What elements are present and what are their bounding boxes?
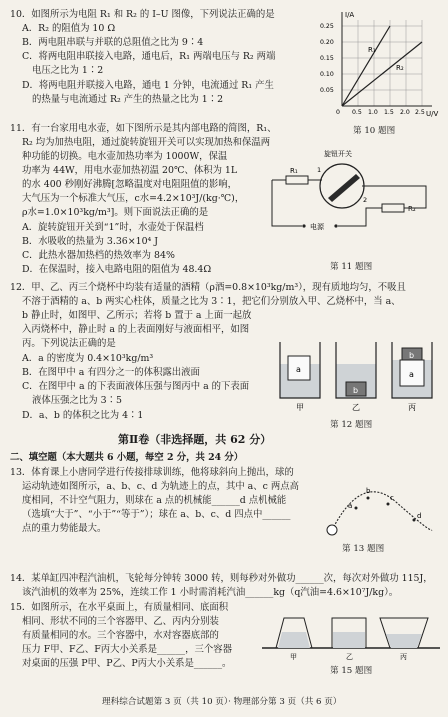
y-tick: 0.20 — [320, 39, 334, 46]
x-tick: 2.5 — [415, 109, 425, 116]
y-tick: 0.10 — [320, 71, 334, 78]
x-tick: 1.5 — [384, 109, 394, 116]
r1-resistor — [286, 176, 308, 184]
y-tick: 0.15 — [320, 55, 334, 62]
q13-line: 点的重力势能最大。 — [22, 523, 107, 534]
q10-option: D．将两电阻并联接入电路，通电 1 分钟，电流通过 R₁ 产生 — [22, 80, 274, 91]
q12-option: B．在图甲中 a 有四分之一的体积露出液面 — [22, 367, 200, 378]
q10-option: C．将两电阻串联接入电路，通电后，R₁ 两端电压与 R₂ 两端 — [22, 51, 276, 62]
block-a: a — [296, 365, 301, 374]
block-b: b — [409, 351, 415, 360]
r2-label: R₂ — [396, 64, 404, 72]
container-label: 甲 — [290, 653, 297, 661]
section-subtitle: 二、填空题（本大题共 6 小题，每空 2 分，共 24 分） — [10, 452, 244, 463]
q11-option: C．此热水器加热档的热效率为 84% — [22, 250, 175, 261]
beaker-label: 乙 — [352, 403, 360, 412]
q11-option: A．旋转旋钮开关到“1”时，水壶处于保温档 — [22, 222, 204, 233]
q12-line: 12．甲、乙、丙三个烧杯中均装有适量的酒精（ρ酒=0.8×10³kg/m³），现有质地均匀，不吸且 — [10, 282, 406, 293]
q10-option: A．R₂ 的阻值为 10 Ω — [22, 23, 116, 34]
ball — [327, 525, 337, 535]
kettle-circuit — [262, 146, 442, 238]
q10-option: B．两电阻串联与并联的总阻值之比为 9∶4 — [22, 37, 204, 48]
beaker-label: 丙 — [408, 403, 416, 412]
r2-resistor — [382, 204, 404, 212]
container-label: 丙 — [400, 653, 407, 661]
q12-line: 不溶于酒精的 a、b 两实心柱体，质量之比为 3∶1，把它们分别放入甲、乙烧杯中，当 a、 — [22, 296, 401, 307]
q14-line: 14．某单缸四冲程汽油机，飞轮每分钟转 3000 转，则每秒对外做功______次，每次对外做功 115J， — [10, 573, 433, 584]
q15-line: 15．如图所示，在水平桌面上，有质量相同、底面积 — [10, 602, 229, 613]
q15-line: 有质量相同的水。三个容器中，水对容器底部的 — [22, 630, 219, 641]
x-tick: 0.5 — [352, 109, 362, 116]
r2-label: R₂ — [408, 205, 416, 213]
q12-line: b 静止时，如图甲、乙所示；若将 b 置于 a 上面一起放 — [22, 310, 252, 321]
q12-line: 丙。下列说法正确的是 — [22, 338, 116, 349]
q13-line: 运动轨迹如图所示，a、b、c、d 为轨迹上的点，其中 a、c 两点高 — [22, 481, 299, 492]
point-d: d — [417, 512, 422, 520]
q12-caption: 第 12 题图 — [330, 420, 373, 430]
knob-label: 旋钮开关 — [324, 150, 352, 158]
x-tick: 2.0 — [400, 109, 410, 116]
page-footer: 理科综合试题第 3 页（共 10 页）· 物理部分第 3 页（共 6 页） — [102, 697, 342, 707]
q11-line: 大气压为一个标准大气压，c水=4.2×10³J/(kg·℃)， — [22, 193, 245, 204]
q12-option-cont: 液体压强之比为 3∶5 — [32, 395, 122, 406]
q10-stem: 10．如图所示为电阻 R₁ 和 R₂ 的 I–U 图像，下列说法正确的是 — [10, 9, 275, 20]
q13-line: （选填“大于”、“小于”“等于”）；球在 a、b、c、d 四点中______ — [22, 509, 291, 520]
beaker-label: 甲 — [296, 403, 304, 412]
q10-caption: 第 10 题图 — [353, 126, 396, 136]
q12-line: 入丙烧杯中，静止时 a 的上表面刚好与液面相平，如图 — [22, 324, 250, 335]
q11-line: R₂ 均为加热电阻，通过旋转旋钮开关可以实现加热和保温两 — [22, 137, 271, 148]
x-axis-label: U/V — [426, 110, 439, 118]
x-tick: 0 — [336, 109, 340, 116]
q12-option: A．a 的密度为 0.4×10³kg/m³ — [22, 353, 154, 364]
power-source-label: 电源 — [310, 223, 324, 231]
container-label: 乙 — [346, 653, 353, 661]
block-b: b — [353, 386, 359, 395]
q11-caption: 第 11 题图 — [330, 262, 373, 272]
q11-line: ρ水=1.0×10³kg/m³]。则下面说法正确的是 — [22, 207, 209, 218]
q14-line: 该汽油机的效率为 25%，连续工作 1 小时需消耗汽油______kg（q汽油=4.6×10⁷J/kg）。 — [22, 587, 399, 598]
q11-line: 功率为 44W，用电水壶加热初温 20℃、体积为 1L — [22, 165, 238, 176]
r1-label: R₁ — [368, 46, 376, 54]
point-a: a — [348, 502, 353, 510]
switch-pos-2: 2 — [363, 196, 368, 204]
point-b: b — [366, 487, 371, 495]
switch-knob — [328, 174, 360, 202]
r1-line — [342, 26, 390, 106]
q15-line: 相同、形状不同的三个容器甲、乙、丙内分别装 — [22, 616, 219, 627]
q11-option: D．在保温时，接入电路电阻的阻值为 48.4Ω — [22, 264, 212, 275]
x-tick: 1.0 — [368, 109, 378, 116]
q15-caption: 第 15 题图 — [330, 666, 373, 676]
q10-option-cont: 电压之比为 1∶2 — [32, 65, 104, 76]
beakers-figure — [274, 334, 440, 414]
q12-option: C．在图甲中 a 的下表面液体压强与图丙中 a 的下表面 — [22, 381, 250, 392]
y-axis-label: I/A — [345, 11, 355, 19]
q13-line: 13．体育课上小唐同学进行传接排球训练，他将球斜向上抛出，球的 — [10, 467, 294, 478]
q11-option: B．水吸收的热量为 3.36×10⁴ J — [22, 236, 159, 247]
q13-line: 度相同，不计空气阻力，则球在 a 点的机械能______d 点机械能 — [22, 495, 287, 506]
q11-line: 种功能的切换。电水壶加热功率为 1000W，保温 — [22, 151, 228, 162]
r1-label: R₁ — [290, 167, 298, 175]
section-title: 第Ⅱ卷（非选择题，共 62 分） — [118, 433, 272, 446]
q13-caption: 第 13 题图 — [342, 544, 385, 554]
q11-line: 11．有一台家用电水壶，如下图所示是其内部电路的简图，R₁、 — [10, 123, 277, 134]
point-c: c — [390, 494, 394, 502]
block-a: a — [409, 370, 414, 379]
ball-trajectory — [322, 478, 440, 540]
containers-figure — [260, 604, 442, 664]
switch-pos-1: 1 — [317, 166, 322, 174]
y-tick: 0.25 — [320, 23, 334, 30]
q10-option-cont: 的热量与电流通过 R₂ 产生的热量之比为 1∶2 — [32, 94, 224, 105]
iu-graph — [318, 8, 440, 120]
q12-option: D．a、b 的体积之比为 4∶1 — [22, 410, 144, 421]
q15-line: 压力 F甲、F乙、F丙大小关系是______，三个容器 — [22, 644, 232, 655]
q15-line: 对桌面的压强 P甲、P乙、P丙大小关系是______。 — [22, 658, 232, 669]
q11-line: 的水 400 秒刚好沸腾[忽略温度对电阻阻值的影响， — [22, 179, 238, 190]
y-tick: 0.05 — [320, 87, 334, 94]
